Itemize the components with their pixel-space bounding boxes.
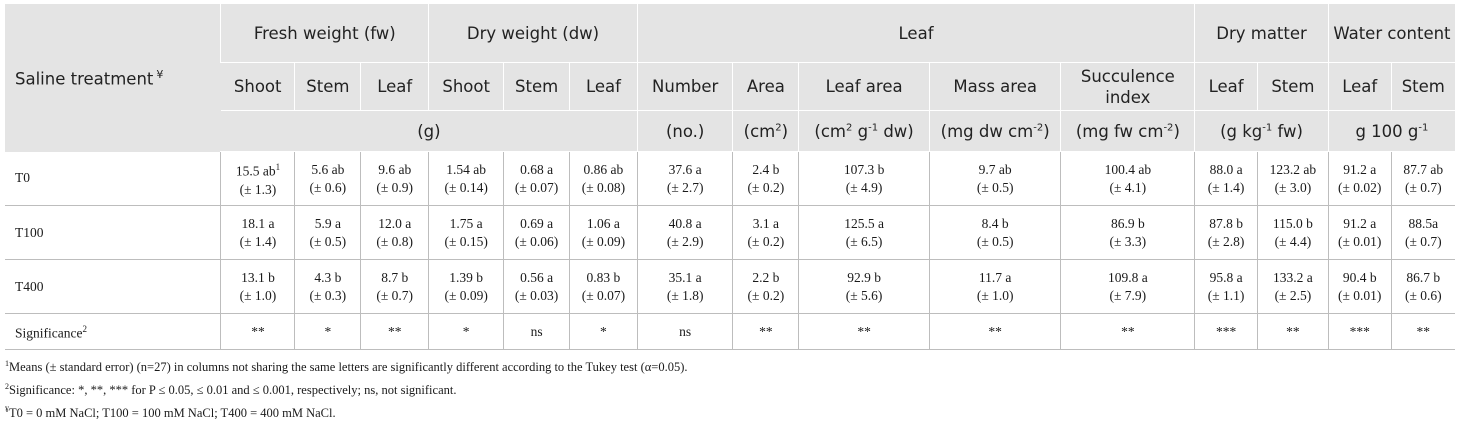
cell-mean: 0.69 a [520, 215, 554, 231]
subcol-header: Stem [504, 63, 570, 111]
unit-header-water-content: g 100 $g^{-1}$ [1328, 111, 1455, 152]
table-cell [504, 152, 570, 206]
cell-se: (± 0.2) [747, 233, 785, 249]
cell-se: (± 0.15) [444, 233, 488, 249]
unit-header-number: (no.) [637, 111, 733, 152]
table-cell [1061, 152, 1195, 206]
subcol-header: Succulence index [1061, 63, 1195, 111]
cell-se: (± 0.03) [514, 287, 559, 303]
cell-mean: 87.8 b [1209, 215, 1243, 231]
cell-mean: 125.5 a [844, 215, 884, 231]
cell-se: (± 1.1) [1207, 287, 1245, 303]
cell-se: (± 0.3) [309, 287, 347, 303]
subcol-header: Mass area [929, 63, 1061, 111]
significance-cell: * [429, 314, 504, 350]
cell-mean: 37.6 a [668, 161, 702, 177]
table-row [5, 152, 1455, 206]
footnote [5, 354, 1455, 377]
table-cell [799, 206, 930, 260]
cell-se: (± 3.0) [1274, 179, 1312, 195]
cell-se: (± 0.5) [976, 179, 1014, 195]
cell-se: (± 0.07) [581, 287, 626, 303]
significance-cell: ** [1391, 314, 1455, 350]
significance-cell: ** [1061, 314, 1195, 350]
subcol-header: Leaf [361, 63, 429, 111]
table-container [5, 4, 1455, 423]
footnote-text: Significance: *, **, *** for P ≤ 0.05, ≤ 0.01 and ≤ 0.001, respectively; ns, not significant. [9, 383, 457, 398]
subcol-header: Number [637, 63, 733, 111]
table-cell [361, 260, 429, 314]
significance-cell: *** [1195, 314, 1258, 350]
cell-se: (± 0.09) [444, 287, 488, 303]
cell-se: (± 0.8) [376, 233, 414, 249]
cell-mean: 88.0 a [1209, 161, 1243, 177]
footnote-mark: ¥ [5, 405, 9, 415]
cell-mean: 88.5a [1408, 215, 1439, 231]
group-header-dry-matter: Dry matter [1195, 4, 1329, 63]
significance-cell: ** [221, 314, 295, 350]
table-cell [733, 260, 799, 314]
cell-mean: 2.4 b [752, 161, 780, 177]
cell-se: (± 7.9) [1109, 287, 1147, 303]
cell-mean: 0.68 a [520, 161, 554, 177]
cell-mean: 87.7 ab [1403, 161, 1444, 177]
unit-header-succulence: (mg fw $cm^{-2}$) [1061, 111, 1195, 152]
cell-mean: 0.83 b [586, 269, 621, 285]
subcol-header: Stem [1257, 63, 1328, 111]
table-cell [1257, 152, 1328, 206]
cell-mean: 9.7 ab [978, 161, 1012, 177]
table-cell [1257, 206, 1328, 260]
significance-cell: ns [504, 314, 570, 350]
unit-header-g: (g) [221, 111, 637, 152]
cell-se: (± 0.7) [1404, 233, 1442, 249]
cell-mean: 13.1 b [241, 269, 275, 285]
unit-header-area: $(cm^2)$ [733, 111, 799, 152]
cell-mean: 1.06 a [586, 215, 620, 231]
table-cell [361, 206, 429, 260]
subcol-header: Shoot [221, 63, 295, 111]
cell-mean: 4.3 b [314, 269, 342, 285]
subcol-header: Leaf [570, 63, 638, 111]
cell-se: (± 1.0) [976, 287, 1014, 303]
table-cell [1061, 206, 1195, 260]
table-cell [637, 152, 733, 206]
cell-mean: 123.2 ab [1269, 161, 1317, 177]
table-cell [1328, 152, 1391, 206]
table-cell [929, 206, 1061, 260]
cell-se: (± 2.9) [666, 233, 704, 249]
cell-se: (± 4.1) [1109, 179, 1147, 195]
cell-mean: 109.8 a [1107, 269, 1148, 285]
significance-cell: ns [637, 314, 733, 350]
footnote [5, 377, 1455, 400]
cell-mean: 91.2 a [1343, 215, 1377, 231]
cell-mean: 40.8 a [668, 215, 702, 231]
significance-cell: ** [1257, 314, 1328, 350]
significance-cell: ** [929, 314, 1061, 350]
table-cell [1328, 260, 1391, 314]
significance-cell: ** [799, 314, 930, 350]
table-cell [1195, 206, 1258, 260]
table-cell [733, 206, 799, 260]
row-header-label: Saline treatment [15, 69, 154, 88]
cell-mean: 133.2 a [1273, 269, 1313, 285]
cell-mean: 90.4 b [1342, 269, 1377, 285]
cell-se: (± 0.02) [1338, 179, 1382, 195]
cell-mean: 1.75 a [449, 215, 483, 231]
cell-mean: 2.2 b [752, 269, 780, 285]
table-cell [570, 206, 638, 260]
subcol-header: Leaf area [799, 63, 930, 111]
cell-mean: 1.39 b [449, 269, 484, 285]
subcol-header: Area [733, 63, 799, 111]
row-label: T0 [5, 152, 221, 206]
subcol-header: Leaf [1195, 63, 1258, 111]
group-header-dry-weight: Dry weight (dw) [429, 4, 638, 63]
cell-mean: 1.54 ab [446, 161, 487, 177]
cell-se: (± 0.7) [376, 287, 414, 303]
table-cell [1391, 260, 1455, 314]
table-cell [1195, 260, 1258, 314]
cell-se: (± 1.0) [239, 287, 277, 303]
table-row [5, 260, 1455, 314]
cell-se: (± 6.5) [845, 233, 883, 249]
significance-cell: *** [1328, 314, 1391, 350]
cell-mean: 115.0 b [1272, 215, 1313, 231]
row-label: T100 [5, 206, 221, 260]
group-header-fresh-weight: Fresh weight (fw) [221, 4, 429, 63]
cell-se: (± 1.3) [239, 181, 277, 197]
significance-row [5, 314, 1455, 350]
cell-se: (± 0.01) [1338, 233, 1382, 249]
significance-cell: ** [361, 314, 429, 350]
cell-mean: 107.3 b [843, 161, 885, 177]
table-row [5, 206, 1455, 260]
cell-se: (± 0.7) [1404, 179, 1442, 195]
cell-mean: 86.9 b [1110, 215, 1145, 231]
cell-mean: 0.86 ab [583, 161, 624, 177]
row-header-cell [5, 4, 221, 152]
unit-header-dry-matter: (g $kg^{-1}$ fw) [1195, 111, 1329, 152]
table-cell [1257, 260, 1328, 314]
cell-mean: 15.5 $ab^1$ [235, 162, 281, 179]
table-cell [361, 152, 429, 206]
table-cell [929, 152, 1061, 206]
cell-se: (± 4.9) [845, 179, 883, 195]
table-cell [429, 206, 504, 260]
footnote-text: T0 = 0 mM NaCl; T100 = 100 mM NaCl; T400 = 400 mM NaCl. [9, 406, 336, 421]
table-cell [504, 260, 570, 314]
cell-mean: 8.4 b [981, 215, 1009, 231]
table-cell [799, 260, 930, 314]
cell-mean: 91.2 a [1343, 161, 1377, 177]
cell-mean: 9.6 ab [378, 161, 412, 177]
table-cell [637, 260, 733, 314]
table-cell [429, 152, 504, 206]
subcol-header: Stem [1391, 63, 1455, 111]
cell-se: (± 0.5) [976, 233, 1014, 249]
subcol-header: Stem [295, 63, 361, 111]
table-cell [1195, 152, 1258, 206]
cell-se: (± 0.09) [581, 233, 626, 249]
significance-cell: ** [733, 314, 799, 350]
cell-se: (± 0.9) [376, 179, 414, 195]
cell-se: (± 5.6) [845, 287, 883, 303]
table-cell [221, 260, 295, 314]
group-header-water-content-label: Water content [1333, 23, 1451, 43]
cell-mean: 8.7 b [381, 269, 409, 285]
cell-se: (± 4.4) [1274, 233, 1312, 249]
footnote-text: Means (± standard error) (n=27) in columns not sharing the same letters are significantly different according to the Tukey test (α=0.05). [9, 360, 688, 375]
cell-se: (± 0.6) [309, 179, 347, 195]
subcol-header: Leaf [1328, 63, 1391, 111]
cell-se: (± 1.4) [1207, 179, 1245, 195]
footnote-mark: 1 [275, 162, 281, 173]
table-cell [429, 260, 504, 314]
significance-cell: * [295, 314, 361, 350]
cell-mean: 5.6 ab [311, 161, 345, 177]
cell-mean: 0.56 a [520, 269, 554, 285]
table-cell [570, 152, 638, 206]
table-cell [637, 206, 733, 260]
footnotes [5, 354, 1455, 423]
significance-label: Significance$^2$ [5, 314, 221, 350]
table-cell [295, 206, 361, 260]
unit-header-leaf-area: ($cm^2$ $g^{-1}$ dw) [799, 111, 930, 152]
cell-se: (± 2.8) [1207, 233, 1245, 249]
cell-se: (± 2.7) [666, 179, 704, 195]
table-cell [295, 152, 361, 206]
footnote [5, 400, 1455, 423]
cell-se: (± 0.5) [309, 233, 347, 249]
table-cell [1061, 260, 1195, 314]
cell-mean: 18.1 a [241, 215, 275, 231]
significance-cell: * [570, 314, 638, 350]
cell-mean: 95.8 a [1209, 269, 1243, 285]
cell-mean: 5.9 a [314, 215, 341, 231]
table-cell [570, 260, 638, 314]
table-cell [733, 152, 799, 206]
table-cell [1391, 152, 1455, 206]
table-cell [799, 152, 930, 206]
cell-mean: 11.7 a [978, 269, 1012, 285]
unit-header-mass-area: (mg dw $cm^{-2}$) [929, 111, 1061, 152]
table-body [5, 152, 1455, 350]
cell-se: (± 0.14) [444, 179, 488, 195]
table-cell [504, 206, 570, 260]
cell-se: (± 3.3) [1109, 233, 1147, 249]
table-cell [1328, 206, 1391, 260]
cell-se: (± 0.01) [1338, 287, 1382, 303]
cell-se: (± 0.2) [747, 287, 785, 303]
cell-se: (± 0.07) [514, 179, 559, 195]
table-cell [221, 152, 295, 206]
cell-mean: 92.9 b [847, 269, 881, 285]
table-cell [929, 260, 1061, 314]
cell-se: (± 1.4) [239, 233, 277, 249]
group-header-leaf: Leaf [637, 4, 1194, 63]
footnote-mark: 2 [5, 382, 9, 392]
subcol-header: Shoot [429, 63, 504, 111]
table-cell [295, 260, 361, 314]
table-cell [1391, 206, 1455, 260]
group-header-water-content [1328, 4, 1455, 63]
row-label: T400 [5, 260, 221, 314]
cell-mean: 86.7 b [1406, 269, 1441, 285]
cell-mean: 35.1 a [668, 269, 702, 285]
cell-se: (± 0.6) [1404, 287, 1442, 303]
cell-se: (± 0.06) [514, 233, 559, 249]
cell-se: (± 1.8) [666, 287, 704, 303]
row-header-mark: ¥ [156, 67, 164, 81]
table-cell [221, 206, 295, 260]
cell-se: (± 2.5) [1274, 287, 1312, 303]
results-table [5, 4, 1455, 350]
cell-mean: 3.1 a [752, 215, 779, 231]
cell-mean: 12.0 a [378, 215, 412, 231]
cell-mean: 100.4 ab [1104, 161, 1152, 177]
footnote-mark: 1 [5, 359, 9, 368]
cell-se: (± 0.2) [747, 179, 785, 195]
cell-se: (± 0.08) [581, 179, 626, 195]
